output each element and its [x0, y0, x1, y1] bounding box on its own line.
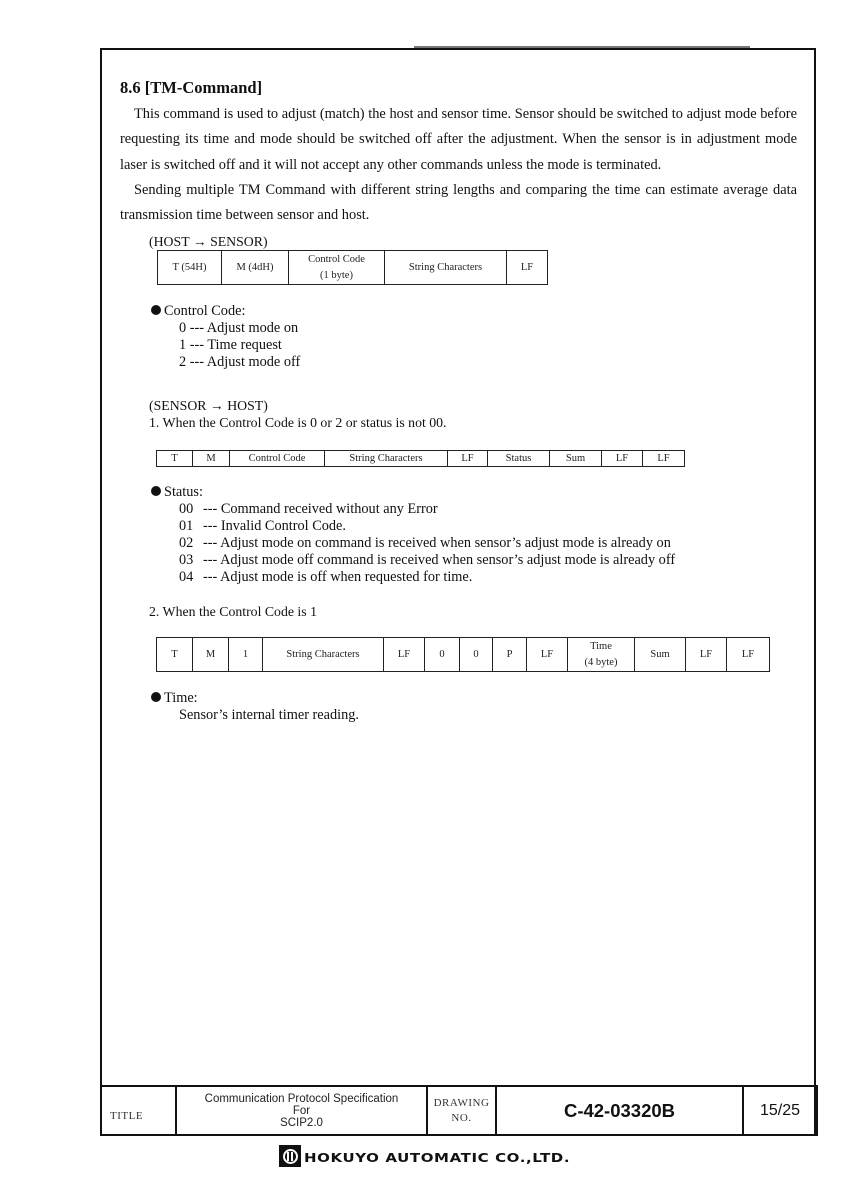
host-to-sensor-label: (HOST → SENSOR): [149, 234, 268, 249]
frame-cell: LF: [727, 638, 770, 672]
host-to-sensor-frame: [157, 250, 548, 285]
frame-cell: LF: [602, 451, 643, 467]
status-bullet: Status:: [151, 484, 203, 501]
frame-cell: Sum: [550, 451, 602, 467]
control-code-bullet: Control Code:: [151, 303, 245, 320]
list-item: 02 --- Adjust mode on command is received when sensor’s adjust mode is already on: [179, 535, 671, 551]
border-accent: [414, 46, 750, 48]
sensor-to-host-label: (SENSOR → HOST): [149, 398, 268, 413]
bullet-icon: [151, 305, 161, 315]
frame-cell: T: [157, 638, 193, 672]
list-item: 00 --- Command received without any Error: [179, 501, 438, 517]
paragraph-intro-text: This command is used to adjust (match) the host and sensor time. Sensor should be switched to adjust mode before requesting its time and mode should be switched off after the adjustment. When the sensor is in adjustment mode laser is switched off and it will not accept any other commands unless the mode is terminated.: [120, 106, 797, 173]
bullet-icon: [151, 486, 161, 496]
case2-title: 2. When the Control Code is 1: [149, 604, 317, 619]
frame-cell: T: [157, 451, 193, 467]
case1-title: 1. When the Control Code is 0 or 2 or status is not 00.: [149, 415, 447, 430]
list-item: 03 --- Adjust mode off command is received when sensor’s adjust mode is already off: [179, 552, 676, 568]
frame-cell: LF: [686, 638, 727, 672]
frame-cell: LF: [448, 451, 488, 467]
frame-cell: Control Code (1 byte): [289, 251, 385, 285]
frame-cell: LF: [527, 638, 568, 672]
frame-cell: Control Code: [230, 451, 325, 467]
case2-frame: [156, 637, 770, 672]
frame-cell: T (54H): [158, 251, 222, 285]
frame-cell: M: [193, 451, 230, 467]
control-code-list: [179, 320, 300, 371]
frame-cell: LF: [507, 251, 548, 285]
paragraph-transmission: [120, 178, 797, 229]
frame-cell: M: [193, 638, 229, 672]
frame-cell: LF: [643, 451, 685, 467]
page-number: 15/25: [743, 1086, 817, 1135]
case1-frame: [156, 450, 685, 467]
drawing-number: C-42-03320B: [496, 1086, 743, 1135]
time-desc: Sensor’s internal timer reading.: [179, 707, 359, 723]
list-item: 2 --- Adjust mode off: [179, 354, 301, 370]
frame-cell: String Characters: [325, 451, 448, 467]
title-block: [100, 1085, 818, 1136]
list-item: 1 --- Time request: [179, 337, 282, 353]
frame-cell: Status: [488, 451, 550, 467]
drawing-no-label: DRAWING NO.: [427, 1086, 496, 1135]
paragraph-transmission-text: Sending multiple TM Command with different string lengths and comparing the time can estimate average data transmission time between sensor and host.: [120, 182, 797, 224]
frame-cell: String Characters: [385, 251, 507, 285]
list-item: 01 --- Invalid Control Code.: [179, 518, 346, 534]
status-list: [179, 501, 675, 586]
section-heading: 8.6 [TM-Command]: [120, 78, 263, 97]
frame-cell: P: [493, 638, 527, 672]
bullet-icon: [151, 692, 161, 702]
list-item: 0 --- Adjust mode on: [179, 320, 299, 336]
frame-cell: 0: [425, 638, 460, 672]
frame-cell: LF: [384, 638, 425, 672]
title-label: TITLE: [101, 1086, 176, 1135]
frame-cell: 0: [460, 638, 493, 672]
company-logo: [279, 1144, 570, 1168]
company-name: HOKUYO AUTOMATIC CO.,LTD.: [304, 1150, 571, 1166]
frame-cell: String Characters: [263, 638, 384, 672]
frame-cell: Sum: [635, 638, 686, 672]
frame-cell: M (4dH): [222, 251, 289, 285]
time-bullet: Time:: [151, 690, 198, 707]
paragraph-intro: [120, 102, 797, 178]
hokuyo-logo-icon: [279, 1145, 301, 1167]
document-title: Communication Protocol Specification For SCIP2.0: [176, 1086, 427, 1135]
frame-cell: Time (4 byte): [568, 638, 635, 672]
list-item: 04 --- Adjust mode is off when requested for time.: [179, 569, 473, 585]
frame-cell: 1: [229, 638, 263, 672]
